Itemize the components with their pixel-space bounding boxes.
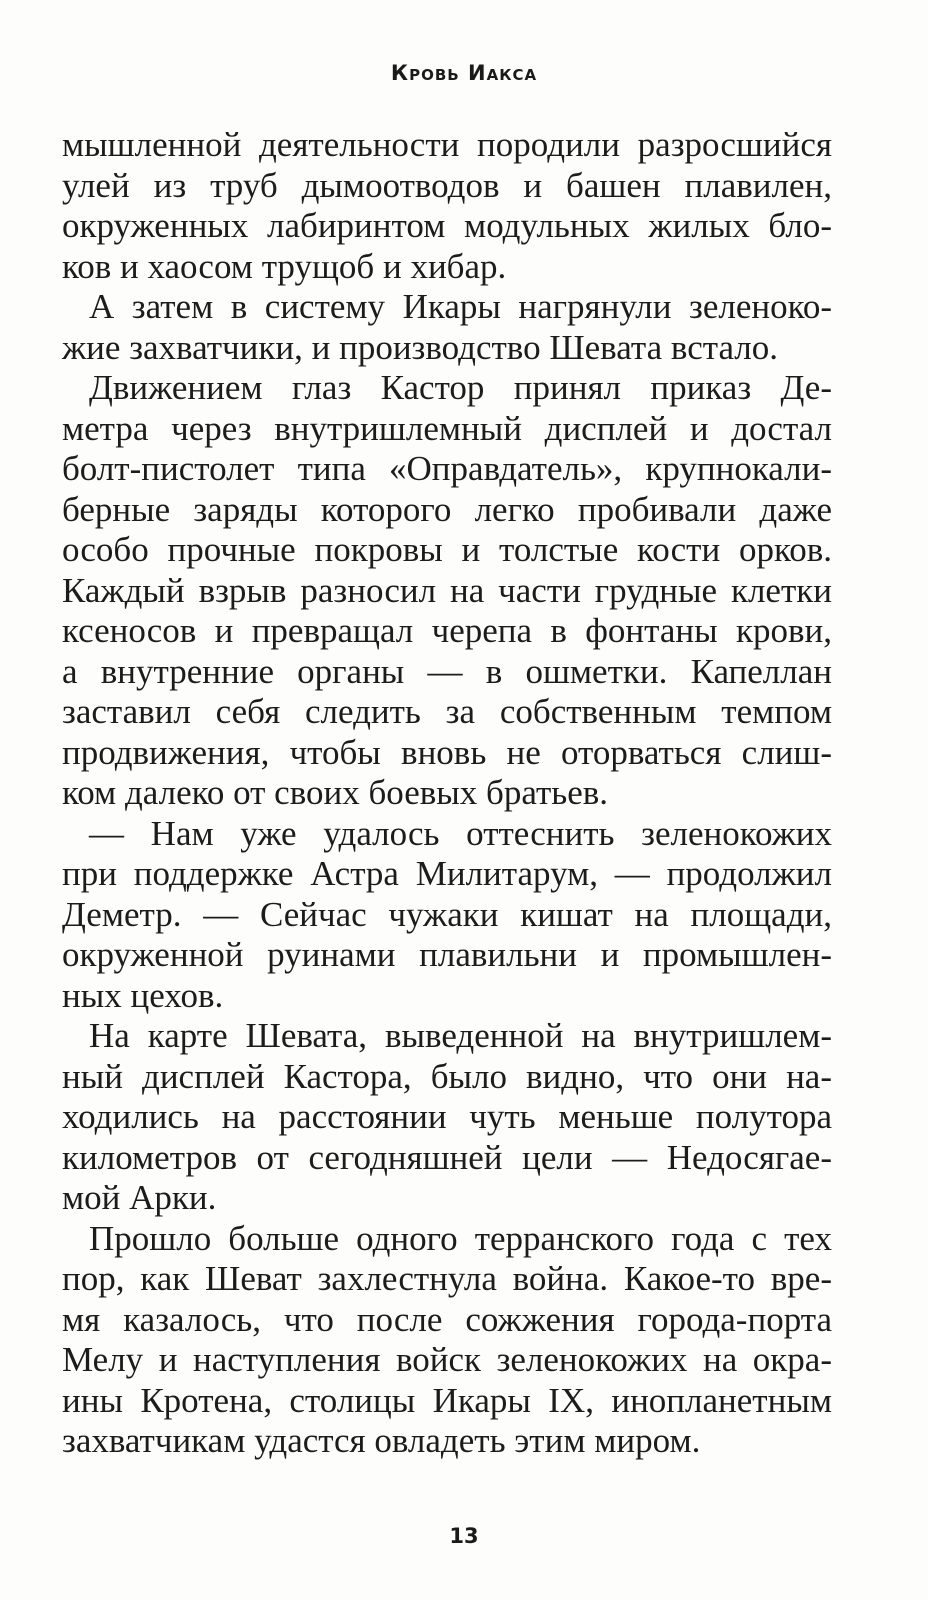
text-line: Движением глаз Кастор принял приказ Де- [89, 368, 832, 407]
text-line: мышленной деятельности породили разросшийся [62, 125, 832, 164]
text-line: пор, как Шеват захлестнула война. Какое-то вре- [62, 1259, 832, 1298]
text-line: На карте Шевата, выведенной на внутришлем- [89, 1016, 832, 1055]
text-line: ксеносов и превращал черепа в фонтаны крови, [62, 611, 832, 650]
text-line: Деметр. — Сейчас чужаки кишат на площади, [62, 894, 832, 934]
text-line: жие захватчики, и производство Шевата встало. [62, 327, 779, 367]
text-line: при поддержке Астра Милитарум, — продолжил [62, 854, 832, 893]
text-line: берные заряды которого легко пробивали даже [62, 489, 832, 529]
text-line: окруженных лабиринтом модульных жилых бло- [62, 206, 832, 245]
text-line: километров от сегодняшней цели — Недосягае- [62, 1137, 832, 1177]
body-text [62, 125, 832, 1462]
text-line: а внутренние органы — в ошметки. Капеллан [62, 651, 832, 691]
text-line: ины Кротена, столицы Икары IX, инопланетным [62, 1380, 832, 1420]
text-line: болт-пистолет типа «Оправдатель», крупнокали- [62, 449, 832, 488]
text-line: Прошло больше одного терранского года с тех [89, 1218, 832, 1258]
text-line: Каждый взрыв разносил на части грудные клетки [62, 570, 832, 610]
text-line: ных цехов. [62, 975, 224, 1015]
text-line: улей из труб дымоотводов и башен плавилен, [62, 165, 832, 205]
page-number: 13 [449, 1524, 479, 1548]
text-line: мя казалось, что после сожжения города-порта [62, 1299, 832, 1339]
running-head: Кровь Иакса [390, 61, 538, 85]
text-line: ный дисплей Кастора, было видно, что они на- [62, 1056, 832, 1096]
text-line: окруженной руинами плавильни и промышлен- [62, 935, 832, 974]
text-line: Мелу и наступления войск зеленокожих на окра- [62, 1340, 832, 1379]
text-line: заставил себя следить за собственным темпом [62, 692, 832, 731]
text-line: ков и хаосом трущоб и хибар. [62, 246, 507, 286]
text-line: мой Арки. [62, 1178, 217, 1217]
text-line: особо прочные покровы и толстые кости орков. [62, 530, 832, 569]
text-line: А затем в систему Икары нагрянули зеленоко- [89, 287, 832, 326]
text-line: ком далеко от своих боевых братьев. [62, 773, 609, 812]
text-line: метра через внутришлемный дисплей и достал [62, 408, 832, 448]
text-line: ходились на расстоянии чуть меньше полутора [62, 1097, 832, 1136]
text-line: — Нам уже удалось оттеснить зеленокожих [89, 813, 832, 853]
text-line: продвижения, чтобы вновь не оторваться слиш- [62, 732, 832, 772]
text-line: захватчикам удастся овладеть этим миром. [62, 1421, 701, 1460]
